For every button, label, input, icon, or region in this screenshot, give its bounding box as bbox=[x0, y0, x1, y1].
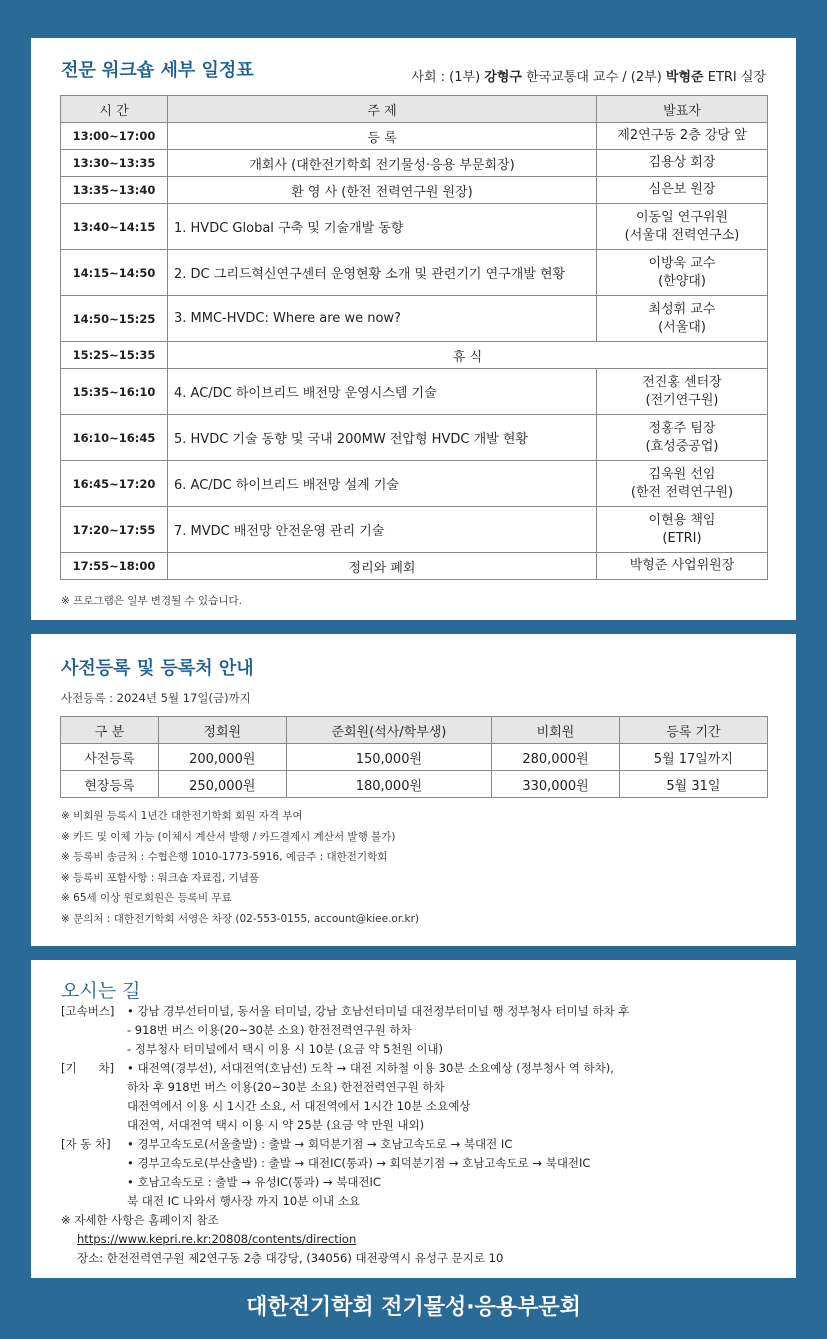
speaker-cell: 박형준 사업위원장 bbox=[597, 553, 768, 580]
direction-line: 북 대전 IC 나와서 행사장 까지 10분 이내 소요 bbox=[127, 1194, 361, 1208]
host-info: 사회 : (1부) 강형구 한국교통대 교수 / (2부) 박형준 ETRI 실장 bbox=[411, 70, 766, 85]
topic-cell: 3. MMC-HVDC: Where are we now? bbox=[168, 296, 597, 342]
directions-title: 오시는 길 bbox=[61, 980, 141, 1002]
table-row bbox=[61, 461, 768, 507]
note-line: ※ 65세 이상 원로회원은 등록비 무료 bbox=[61, 892, 232, 904]
table-row bbox=[61, 150, 768, 177]
fee-header: 준회원(석사/학부생) bbox=[286, 717, 492, 744]
speaker-cell: 제2연구동 2층 강당 앞 bbox=[597, 123, 768, 150]
direction-train bbox=[61, 1059, 781, 1135]
speaker-cell: 심은보 원장 bbox=[597, 177, 768, 204]
fee-cell: 5월 17일까지 bbox=[619, 744, 767, 771]
direction-car bbox=[61, 1135, 781, 1211]
topic-cell: 7. MVDC 배전망 안전운영 관리 기술 bbox=[168, 507, 597, 553]
table-row bbox=[61, 296, 768, 342]
direction-line: 대전역, 서대전역 택시 이용 시 약 25분 (요금 약 만원 내외) bbox=[127, 1118, 425, 1132]
fee-cell: 사전등록 bbox=[61, 744, 159, 771]
registration-notes bbox=[61, 806, 419, 929]
fee-cell: 200,000원 bbox=[159, 744, 287, 771]
direction-line: - 정부청사 터미널에서 택시 이용 시 10분 (요금 약 5천원 이내) bbox=[127, 1042, 444, 1056]
speaker-cell: 김용상 회장 bbox=[597, 150, 768, 177]
venue-address: 장소: 한전전력연구원 제2연구동 2층 대강당, (34056) 대전광역시 유성구 문지로 10 bbox=[77, 1251, 504, 1265]
table-row bbox=[61, 744, 768, 771]
speaker-cell: 이방욱 교수 (한양대) bbox=[597, 250, 768, 296]
time-cell: 13:35~13:40 bbox=[61, 177, 168, 204]
time-cell: 16:45~17:20 bbox=[61, 461, 168, 507]
speaker-cell: 김욱원 선임 (한전 전력연구원) bbox=[597, 461, 768, 507]
speaker-cell: 이동일 연구위원 (서울대 전력연구소) bbox=[597, 204, 768, 250]
fee-header: 구 분 bbox=[61, 717, 159, 744]
table-row bbox=[61, 204, 768, 250]
table-row bbox=[61, 553, 768, 580]
direction-label: [자 동 차] bbox=[61, 1137, 111, 1151]
directions-body bbox=[61, 1002, 781, 1268]
schedule-table bbox=[60, 95, 768, 580]
topic-cell: 등 록 bbox=[168, 123, 597, 150]
table-row bbox=[61, 342, 768, 369]
registration-title: 사전등록 및 등록처 안내 bbox=[61, 658, 254, 679]
direction-label: [고속버스] bbox=[61, 1004, 115, 1018]
topic-cell: 정리와 폐회 bbox=[168, 553, 597, 580]
time-cell: 16:10~16:45 bbox=[61, 415, 168, 461]
note-line: ※ 비회원 등록시 1년간 대한전기학회 회원 자격 부여 bbox=[61, 810, 303, 822]
time-cell: 13:00~17:00 bbox=[61, 123, 168, 150]
direction-label: [기 차] bbox=[61, 1061, 115, 1075]
schedule-title: 전문 워크숍 세부 일정표 bbox=[61, 60, 254, 81]
fee-cell: 5월 31일 bbox=[619, 771, 767, 798]
table-row bbox=[61, 771, 768, 798]
fee-cell: 150,000원 bbox=[286, 744, 492, 771]
header-time: 시 간 bbox=[61, 96, 168, 123]
organizer-footer: 대한전기학회 전기물성·응용부문회 bbox=[246, 1295, 581, 1320]
schedule-header-row bbox=[61, 96, 768, 123]
fee-cell: 180,000원 bbox=[286, 771, 492, 798]
topic-cell: 1. HVDC Global 구축 및 기술개발 동향 bbox=[168, 204, 597, 250]
fee-cell: 330,000원 bbox=[492, 771, 620, 798]
topic-cell: 개회사 (대한전기학회 전기물성·응용 부문회장) bbox=[168, 150, 597, 177]
fee-header-row bbox=[61, 717, 768, 744]
direction-line: • 경부고속도로(부산출발) : 출발 → 대전IC(통과) → 회덕분기점 → 호남고속도로 → 북대전IC bbox=[127, 1156, 591, 1170]
time-cell: 15:35~16:10 bbox=[61, 369, 168, 415]
schedule-note: ※ 프로그램은 일부 변경될 수 있습니다. bbox=[61, 595, 242, 607]
schedule-panel bbox=[31, 38, 796, 620]
topic-cell: 2. DC 그리드혁신연구센터 운영현황 소개 및 관련기기 연구개발 현황 bbox=[168, 250, 597, 296]
header-topic: 주 제 bbox=[168, 96, 597, 123]
speaker-cell: 최성휘 교수 (서울대) bbox=[597, 296, 768, 342]
direction-bus bbox=[61, 1002, 781, 1059]
more-info: ※ 자세한 사항은 홈페이지 참조 bbox=[61, 1213, 219, 1227]
directions-link[interactable]: https://www.kepri.re.kr:20808/contents/direction bbox=[77, 1232, 357, 1246]
time-cell: 13:40~14:15 bbox=[61, 204, 168, 250]
time-cell: 13:30~13:35 bbox=[61, 150, 168, 177]
time-cell: 14:15~14:50 bbox=[61, 250, 168, 296]
direction-line: • 경부고속도로(서울출발) : 출발 → 회덕분기점 → 호남고속도로 → 북대전 IC bbox=[127, 1137, 513, 1151]
direction-line: 대전역에서 이용 시 1시간 소요, 서 대전역에서 1시간 10분 소요예상 bbox=[127, 1099, 471, 1113]
speaker-cell: 이현용 책임 (ETRI) bbox=[597, 507, 768, 553]
note-line: ※ 문의처 : 대한전기학회 서영은 차장 (02-553-0155, account@kiee.or.kr) bbox=[61, 912, 420, 925]
table-row bbox=[61, 369, 768, 415]
topic-cell: 환 영 사 (한전 전력연구원 원장) bbox=[168, 177, 597, 204]
topic-cell: 4. AC/DC 하이브리드 배전망 운영시스템 기술 bbox=[168, 369, 597, 415]
topic-cell: 5. HVDC 기술 동향 및 국내 200MW 전압형 HVDC 개발 현황 bbox=[168, 415, 597, 461]
table-row bbox=[61, 177, 768, 204]
time-cell: 17:20~17:55 bbox=[61, 507, 168, 553]
registration-panel bbox=[31, 634, 796, 946]
header-speaker: 발표자 bbox=[597, 96, 768, 123]
fee-cell: 280,000원 bbox=[492, 744, 620, 771]
time-cell: 15:25~15:35 bbox=[61, 342, 168, 369]
speaker-cell: 전진홍 센터장 (전기연구원) bbox=[597, 369, 768, 415]
speaker-cell: 정홍주 팀장 (효성중공업) bbox=[597, 415, 768, 461]
note-line: ※ 카드 및 이체 가능 (이체시 계산서 발행 / 카드결제시 계산서 발행 불가) bbox=[61, 830, 396, 843]
direction-line: 하차 후 918번 버스 이용(20~30분 소요) 한전전력연구원 하차 bbox=[127, 1080, 445, 1094]
directions-panel bbox=[31, 960, 796, 1278]
fee-cell: 현장등록 bbox=[61, 771, 159, 798]
table-row bbox=[61, 507, 768, 553]
table-row bbox=[61, 415, 768, 461]
fee-header: 등록 기간 bbox=[619, 717, 767, 744]
topic-cell: 휴 식 bbox=[168, 342, 768, 369]
fee-table bbox=[60, 716, 768, 798]
registration-deadline: 사전등록 : 2024년 5월 17일(금)까지 bbox=[61, 691, 251, 705]
fee-cell: 250,000원 bbox=[159, 771, 287, 798]
direction-line: • 호남고속도로 : 출발 → 유성IC(통과) → 북대전IC bbox=[127, 1175, 381, 1189]
table-row bbox=[61, 250, 768, 296]
direction-line: • 대전역(경부선), 서대전역(호남선) 도착 → 대전 지하철 이용 30분 소요예상 (정부청사 역 하차), bbox=[127, 1061, 614, 1075]
table-row bbox=[61, 123, 768, 150]
note-line: ※ 등록비 포함사항 : 워크숍 자료집, 기념품 bbox=[61, 871, 259, 884]
fee-header: 비회원 bbox=[492, 717, 620, 744]
time-cell: 14:50~15:25 bbox=[61, 296, 168, 342]
fee-header: 정회원 bbox=[159, 717, 287, 744]
direction-line: - 918번 버스 이용(20~30분 소요) 한전전력연구원 하차 bbox=[127, 1023, 412, 1037]
time-cell: 17:55~18:00 bbox=[61, 553, 168, 580]
topic-cell: 6. AC/DC 하이브리드 배전망 설계 기술 bbox=[168, 461, 597, 507]
direction-line: • 강남 경부선터미널, 동서울 터미널, 강남 호남선터미널 대전정부터미널 행 정부청사 터미널 하차 후 bbox=[127, 1004, 630, 1018]
note-line: ※ 등록비 송금처 : 수협은행 1010-1773-5916, 예금주 : 대한전기학회 bbox=[61, 851, 388, 863]
